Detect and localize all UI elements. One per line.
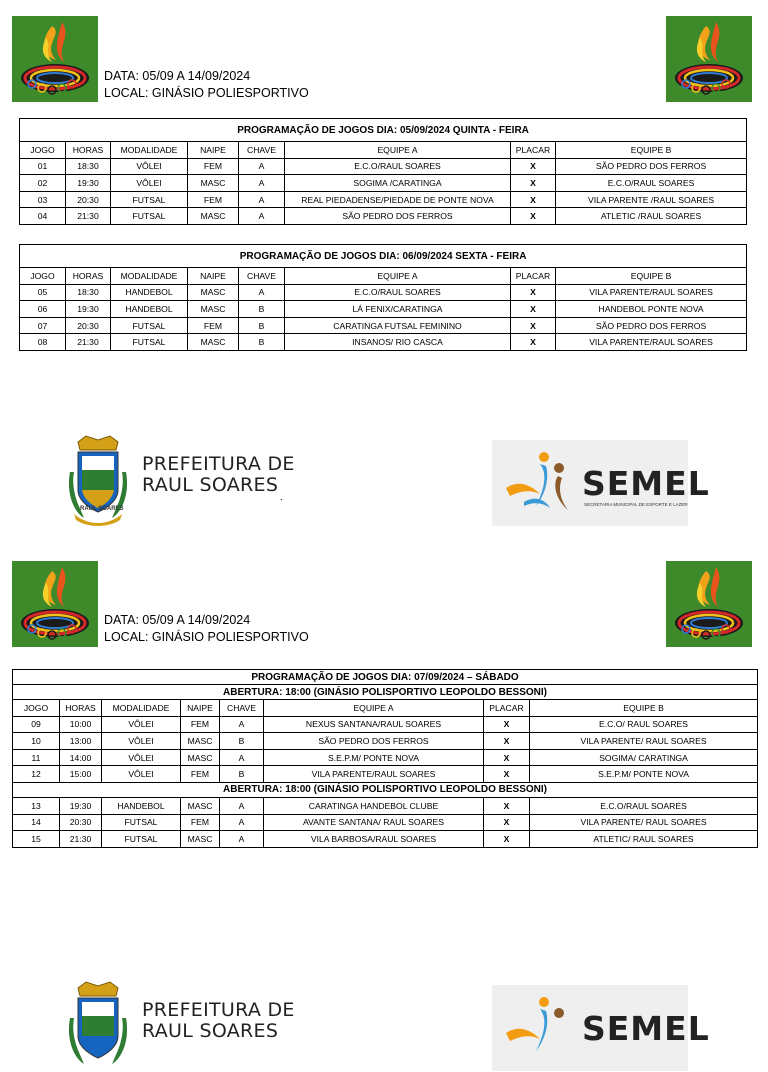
cell: 10:00 [60, 716, 102, 733]
score-cell: X [484, 716, 530, 733]
cell: 21:30 [60, 831, 102, 848]
cell: REAL PIEDADENSE/PIEDADE DE PONTE NOVA [285, 191, 511, 208]
cell: 20:30 [60, 814, 102, 831]
col-header: JOGO [20, 142, 66, 159]
cell: 04 [20, 208, 66, 225]
cell: A [239, 175, 285, 192]
table-row [20, 208, 747, 225]
col-header: EQUIPE B [530, 700, 758, 717]
cell: FEM [181, 814, 220, 831]
schedule-table-day3 [12, 669, 758, 848]
cell: 13 [13, 797, 60, 814]
cell: SÃO PEDRO DOS FERROS [264, 733, 484, 750]
table-row [20, 191, 747, 208]
score-cell: X [511, 284, 556, 301]
cell: FEM [181, 716, 220, 733]
cell: 13:00 [60, 733, 102, 750]
cell: A [220, 814, 264, 831]
stray-dot: . [280, 492, 283, 503]
cell: A [220, 831, 264, 848]
semel-figure-icon [504, 450, 578, 516]
table-row [13, 716, 758, 733]
cell: FEM [188, 191, 239, 208]
municipal-seal-icon [64, 434, 132, 526]
col-header: JOGO [13, 700, 60, 717]
col-header: HORAS [66, 268, 111, 285]
cell: A [220, 797, 264, 814]
cell: VILA PARENTE/ RAUL SOARES [530, 814, 758, 831]
cell: MASC [188, 334, 239, 351]
cell: 14:00 [60, 749, 102, 766]
score-cell: X [484, 766, 530, 783]
score-cell: X [511, 334, 556, 351]
cell: VÔLEI [102, 716, 181, 733]
cell: SÃO PEDRO DOS FERROS [285, 208, 511, 225]
cell: B [239, 334, 285, 351]
col-header: CHAVE [220, 700, 264, 717]
score-cell: X [511, 208, 556, 225]
cell: SÃO PEDRO DOS FERROS [556, 158, 747, 175]
prefeitura-line1: PREFEITURA DE [142, 999, 295, 1021]
cell: 05 [20, 284, 66, 301]
cell: 10 [13, 733, 60, 750]
cell: FEM [188, 317, 239, 334]
cell: 20:30 [66, 191, 111, 208]
cell: B [220, 733, 264, 750]
col-header: EQUIPE A [285, 142, 511, 159]
municipal-seal-icon-2 [64, 980, 132, 1072]
cell: MASC [181, 797, 220, 814]
col-header: PLACAR [511, 142, 556, 159]
semel-figure-icon [504, 995, 578, 1061]
cell: FUTSAL [111, 191, 188, 208]
cell: 18:30 [66, 284, 111, 301]
local-line: LOCAL: GINÁSIO POLIESPORTIVO [104, 86, 309, 100]
score-cell: X [511, 301, 556, 318]
prefeitura-line1: PREFEITURA DE [142, 453, 295, 475]
games-logo-right [666, 16, 752, 102]
score-cell: X [511, 317, 556, 334]
cell: SOGIMA/ CARATINGA [530, 749, 758, 766]
score-cell: X [484, 797, 530, 814]
event-info-2 [104, 612, 309, 646]
score-cell: X [511, 191, 556, 208]
cell: VÔLEI [111, 158, 188, 175]
cell: 14 [13, 814, 60, 831]
col-header: CHAVE [239, 142, 285, 159]
col-header: CHAVE [239, 268, 285, 285]
col-header: NAIPE [188, 142, 239, 159]
table-title: PROGRAMAÇÃO DE JOGOS DIA: 05/09/2024 QUINTA - FEIRA [20, 119, 747, 142]
prefeitura-line2: RAUL SOARES [142, 474, 279, 496]
local-line: LOCAL: GINÁSIO POLIESPORTIVO [104, 630, 309, 644]
table-row [20, 175, 747, 192]
cell: 08 [20, 334, 66, 351]
col-header: MODALIDADE [111, 268, 188, 285]
col-header: JOGO [20, 268, 66, 285]
cell: 15 [13, 831, 60, 848]
date-line: DATA: 05/09 A 14/09/2024 [104, 69, 251, 83]
col-header: PLACAR [484, 700, 530, 717]
cell: A [220, 749, 264, 766]
cell: AVANTE SANTANA/ RAUL SOARES [264, 814, 484, 831]
cell: 03 [20, 191, 66, 208]
cell: CARATINGA FUTSAL FEMININO [285, 317, 511, 334]
games-logo-left [12, 16, 98, 102]
score-cell: X [484, 814, 530, 831]
cell: B [239, 301, 285, 318]
cell: HANDEBOL [111, 284, 188, 301]
col-header: EQUIPE A [285, 268, 511, 285]
col-header: HORAS [60, 700, 102, 717]
cell: VILA PARENTE /RAUL SOARES [556, 191, 747, 208]
header-row [20, 268, 747, 285]
cell: 21:30 [66, 334, 111, 351]
cell: FUTSAL [111, 334, 188, 351]
cell: 11 [13, 749, 60, 766]
semel-wordmark: SEMEL [582, 1009, 710, 1048]
col-header: NAIPE [188, 268, 239, 285]
cell: E.C.O/RAUL SOARES [285, 158, 511, 175]
semel-wordmark: SEMEL [582, 464, 710, 503]
cell: VÔLEI [102, 749, 181, 766]
cell: 20:30 [66, 317, 111, 334]
cell: 18:30 [66, 158, 111, 175]
col-header: PLACAR [511, 268, 556, 285]
table-row [13, 733, 758, 750]
cell: HANDEBOL PONTE NOVA [556, 301, 747, 318]
prefeitura-wordmark-2 [142, 1000, 295, 1042]
event-info [104, 68, 309, 102]
cell: VILA PARENTE/ RAUL SOARES [530, 733, 758, 750]
cell: FUTSAL [102, 814, 181, 831]
score-cell: X [484, 733, 530, 750]
table-row [13, 814, 758, 831]
cell: CARATINGA HANDEBOL CLUBE [264, 797, 484, 814]
table-row [20, 301, 747, 318]
cell: SÃO PEDRO DOS FERROS [556, 317, 747, 334]
table-row [13, 749, 758, 766]
semel-subtitle: SECRETARIA MUNICIPAL DE ESPORTE E LAZER [584, 502, 688, 507]
table-title: PROGRAMAÇÃO DE JOGOS DIA: 06/09/2024 SEXTA - FEIRA [20, 245, 747, 268]
cell: A [239, 158, 285, 175]
cell: MASC [181, 733, 220, 750]
cell: E.C.O/ RAUL SOARES [530, 716, 758, 733]
cell: VÔLEI [111, 175, 188, 192]
col-header: EQUIPE B [556, 268, 747, 285]
col-header: EQUIPE B [556, 142, 747, 159]
table-row [13, 766, 758, 783]
cell: A [239, 191, 285, 208]
cell: 01 [20, 158, 66, 175]
col-header: MODALIDADE [102, 700, 181, 717]
table-row [20, 158, 747, 175]
cell: E.C.O/RAUL SOARES [556, 175, 747, 192]
cell: B [220, 766, 264, 783]
cell: LÁ FENIX/CARATINGA [285, 301, 511, 318]
cell: 02 [20, 175, 66, 192]
cell: MASC [188, 284, 239, 301]
cell: S.E.P.M/ PONTE NOVA [530, 766, 758, 783]
opening-line: ABERTURA: 18:00 (GINÁSIO POLISPORTIVO LEOPOLDO BESSONI) [13, 685, 758, 700]
score-cell: X [484, 831, 530, 848]
cell: MASC [188, 301, 239, 318]
cell: VÔLEI [102, 766, 181, 783]
cell: S.E.P.M/ PONTE NOVA [264, 749, 484, 766]
cell: HANDEBOL [111, 301, 188, 318]
header-row [13, 700, 758, 717]
cell: 19:30 [66, 301, 111, 318]
seal-ribbon: RAUL SOARES [80, 506, 124, 512]
col-header: HORAS [66, 142, 111, 159]
cell: A [220, 716, 264, 733]
table-row [20, 284, 747, 301]
cell: 07 [20, 317, 66, 334]
table-row [20, 317, 747, 334]
prefeitura-wordmark [142, 454, 295, 496]
cell: A [239, 208, 285, 225]
cell: MASC [181, 831, 220, 848]
cell: FUTSAL [111, 317, 188, 334]
cell: MASC [181, 749, 220, 766]
cell: E.C.O/RAUL SOARES [530, 797, 758, 814]
cell: 19:30 [66, 175, 111, 192]
cell: NEXUS SANTANA/RAUL SOARES [264, 716, 484, 733]
cell: ATLETIC/ RAUL SOARES [530, 831, 758, 848]
col-header: EQUIPE A [264, 700, 484, 717]
col-header: MODALIDADE [111, 142, 188, 159]
col-header: NAIPE [181, 700, 220, 717]
cell: INSANOS/ RIO CASCA [285, 334, 511, 351]
cell: 15:00 [60, 766, 102, 783]
prefeitura-line2: RAUL SOARES [142, 1020, 279, 1042]
opening-line: ABERTURA: 18:00 (GINÁSIO POLISPORTIVO LEOPOLDO BESSONI) [13, 782, 758, 797]
cell: 12 [13, 766, 60, 783]
cell: 19:30 [60, 797, 102, 814]
cell: A [239, 284, 285, 301]
cell: FEM [188, 158, 239, 175]
table-row [13, 831, 758, 848]
cell: FUTSAL [102, 831, 181, 848]
table-row [20, 334, 747, 351]
cell: VILA PARENTE/RAUL SOARES [556, 284, 747, 301]
cell: MASC [188, 208, 239, 225]
table-title: PROGRAMAÇÃO DE JOGOS DIA: 07/09/2024 – SÁBADO [13, 670, 758, 685]
games-logo-right-2 [666, 561, 752, 647]
cell: SOGIMA /CARATINGA [285, 175, 511, 192]
cell: E.C.O/RAUL SOARES [285, 284, 511, 301]
semel-logo [492, 440, 710, 526]
games-logo-left-2 [12, 561, 98, 647]
cell: FUTSAL [111, 208, 188, 225]
date-line: DATA: 05/09 A 14/09/2024 [104, 613, 251, 627]
cell: VILA PARENTE/RAUL SOARES [556, 334, 747, 351]
schedule-table-day1 [19, 118, 747, 225]
table-row [13, 797, 758, 814]
cell: 21:30 [66, 208, 111, 225]
semel-logo-2 [492, 985, 710, 1071]
header-row [20, 142, 747, 159]
score-cell: X [511, 158, 556, 175]
cell: VILA PARENTE/RAUL SOARES [264, 766, 484, 783]
cell: 06 [20, 301, 66, 318]
cell: VILA BARBOSA/RAUL SOARES [264, 831, 484, 848]
cell: VÔLEI [102, 733, 181, 750]
cell: 09 [13, 716, 60, 733]
schedule-table-day2 [19, 244, 747, 351]
score-cell: X [511, 175, 556, 192]
cell: B [239, 317, 285, 334]
cell: MASC [188, 175, 239, 192]
score-cell: X [484, 749, 530, 766]
cell: HANDEBOL [102, 797, 181, 814]
cell: ATLETIC /RAUL SOARES [556, 208, 747, 225]
cell: FEM [181, 766, 220, 783]
